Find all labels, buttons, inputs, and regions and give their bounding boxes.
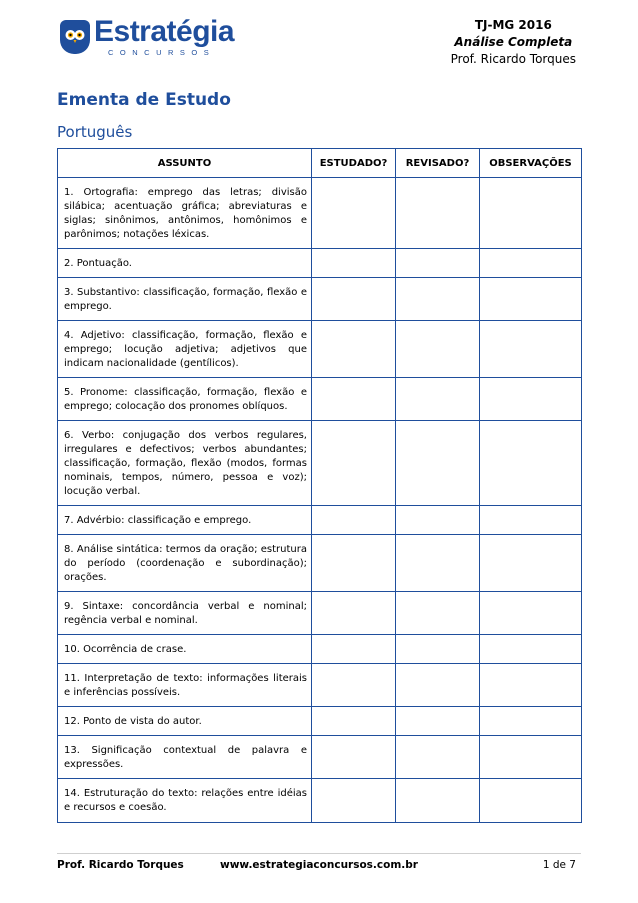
table-row <box>58 178 582 249</box>
table-row <box>58 779 582 823</box>
study-table <box>57 148 582 823</box>
header-subtitle: Análise Completa <box>454 35 573 49</box>
observacoes-cell[interactable] <box>480 421 582 506</box>
topic-cell: 3. Substantivo: classificação, formação, flexão e emprego. <box>58 278 312 321</box>
estudado-cell[interactable] <box>312 635 396 664</box>
observacoes-cell[interactable] <box>480 249 582 278</box>
owl-logo-icon <box>60 20 90 54</box>
logo-subtitle: CONCURSOS <box>108 48 216 57</box>
table-row <box>58 592 582 635</box>
observacoes-cell[interactable] <box>480 506 582 535</box>
revisado-cell[interactable] <box>396 321 480 378</box>
observacoes-cell[interactable] <box>480 635 582 664</box>
observacoes-cell[interactable] <box>480 278 582 321</box>
observacoes-cell[interactable] <box>480 535 582 592</box>
estudado-cell[interactable] <box>312 736 396 779</box>
revisado-cell[interactable] <box>396 707 480 736</box>
estudado-cell[interactable] <box>312 278 396 321</box>
topic-cell: 1. Ortografia: emprego das letras; divisão silábica; acentuação gráfica; abreviaturas e siglas; sinônimos, antônimos, homônimos e parônimos; notações léxicas. <box>58 178 312 249</box>
topic-cell: 14. Estruturação do texto: relações entre idéias e recursos e coesão. <box>58 779 312 823</box>
observacoes-cell[interactable] <box>480 779 582 823</box>
revisado-cell[interactable] <box>396 178 480 249</box>
revisado-cell[interactable] <box>396 635 480 664</box>
document-header <box>451 17 576 68</box>
column-header-estudado: ESTUDADO? <box>312 149 396 178</box>
revisado-cell[interactable] <box>396 535 480 592</box>
revisado-cell[interactable] <box>396 506 480 535</box>
observacoes-cell[interactable] <box>480 321 582 378</box>
revisado-cell[interactable] <box>396 779 480 823</box>
table-row <box>58 736 582 779</box>
logo-brand: Estratégia <box>94 15 235 48</box>
table-row <box>58 664 582 707</box>
topic-cell: 2. Pontuação. <box>58 249 312 278</box>
footer-author: Prof. Ricardo Torques <box>57 859 184 871</box>
table-row <box>58 278 582 321</box>
topic-cell: 8. Análise sintática: termos da oração; estrutura do período (coordenação e subordinação); orações. <box>58 535 312 592</box>
estudado-cell[interactable] <box>312 506 396 535</box>
column-header-revisado: REVISADO? <box>396 149 480 178</box>
table-row <box>58 535 582 592</box>
revisado-cell[interactable] <box>396 249 480 278</box>
subject-heading: Português <box>57 123 133 141</box>
topic-cell: 6. Verbo: conjugação dos verbos regulares, irregulares e defectivos; verbos abundantes; classificação, formação, flexão (modos, formas nominais, tempos, número, pessoa e voz); locução verbal. <box>58 421 312 506</box>
estudado-cell[interactable] <box>312 535 396 592</box>
observacoes-cell[interactable] <box>480 592 582 635</box>
topic-cell: 9. Sintaxe: concordância verbal e nominal; regência verbal e nominal. <box>58 592 312 635</box>
revisado-cell[interactable] <box>396 421 480 506</box>
table-row <box>58 321 582 378</box>
table-row <box>58 506 582 535</box>
revisado-cell[interactable] <box>396 278 480 321</box>
topic-cell: 10. Ocorrência de crase. <box>58 635 312 664</box>
footer-divider <box>57 853 581 854</box>
estudado-cell[interactable] <box>312 664 396 707</box>
observacoes-cell[interactable] <box>480 178 582 249</box>
observacoes-cell[interactable] <box>480 664 582 707</box>
page-title: Ementa de Estudo <box>57 90 231 110</box>
table-row <box>58 421 582 506</box>
topic-cell: 7. Advérbio: classificação e emprego. <box>58 506 312 535</box>
estudado-cell[interactable] <box>312 321 396 378</box>
page-number: 1 de 7 <box>542 859 576 871</box>
estudado-cell[interactable] <box>312 779 396 823</box>
revisado-cell[interactable] <box>396 378 480 421</box>
estudado-cell[interactable] <box>312 249 396 278</box>
header-title: TJ-MG 2016 <box>474 18 552 32</box>
estudado-cell[interactable] <box>312 707 396 736</box>
footer-url[interactable]: www.estrategiaconcursos.com.br <box>220 859 418 871</box>
table-row <box>58 249 582 278</box>
estudado-cell[interactable] <box>312 378 396 421</box>
revisado-cell[interactable] <box>396 736 480 779</box>
header-author: Prof. Ricardo Torques <box>450 52 576 66</box>
topic-cell: 11. Interpretação de texto: informações literais e inferências possíveis. <box>58 664 312 707</box>
table-header-row <box>58 149 582 178</box>
topic-cell: 4. Adjetivo: classificação, formação, flexão e emprego; locução adjetiva; adjetivos que indicam nacionalidade (gentílicos). <box>58 321 312 378</box>
observacoes-cell[interactable] <box>480 736 582 779</box>
observacoes-cell[interactable] <box>480 707 582 736</box>
revisado-cell[interactable] <box>396 592 480 635</box>
topic-cell: 12. Ponto de vista do autor. <box>58 707 312 736</box>
table-row <box>58 635 582 664</box>
column-header-observacoes: OBSERVAÇÕES <box>480 149 582 178</box>
logo <box>60 17 234 57</box>
column-header-assunto: ASSUNTO <box>58 149 312 178</box>
estudado-cell[interactable] <box>312 178 396 249</box>
revisado-cell[interactable] <box>396 664 480 707</box>
observacoes-cell[interactable] <box>480 378 582 421</box>
table-row <box>58 707 582 736</box>
table-row <box>58 378 582 421</box>
estudado-cell[interactable] <box>312 421 396 506</box>
topic-cell: 13. Significação contextual de palavra e expressões. <box>58 736 312 779</box>
topic-cell: 5. Pronome: classificação, formação, flexão e emprego; colocação dos pronomes oblíquos. <box>58 378 312 421</box>
estudado-cell[interactable] <box>312 592 396 635</box>
